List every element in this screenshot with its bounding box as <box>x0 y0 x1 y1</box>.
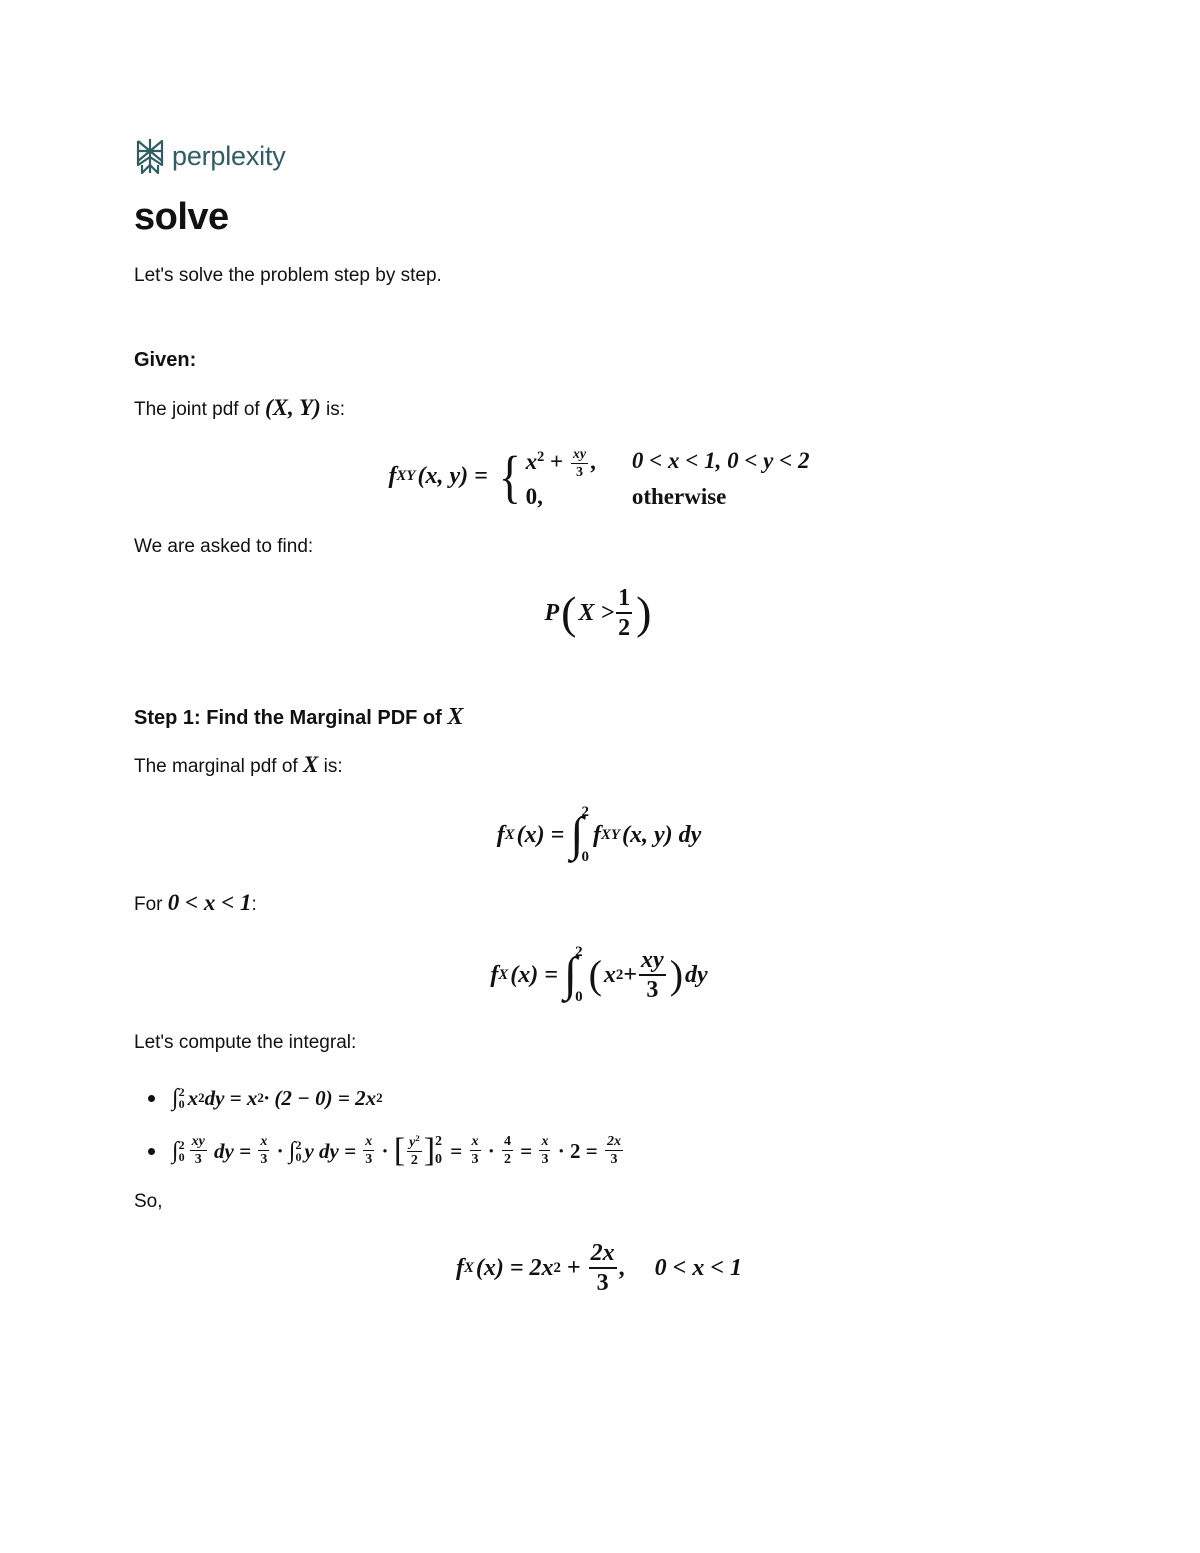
prob-p: P <box>544 599 560 626</box>
brand-name: perplexity <box>172 140 286 171</box>
eq1-lhs-f: f <box>496 821 505 848</box>
prob-x-gt: X > <box>578 599 615 626</box>
eq2-num: xy <box>639 948 666 976</box>
case2-condition: otherwise <box>631 483 727 509</box>
b2-x3-den: 3 <box>260 1152 268 1167</box>
b2-br-upper: 2 <box>435 1134 443 1149</box>
eq1-int-upper: 2 <box>581 804 589 820</box>
b2-ydy: y dy = <box>304 1138 362 1163</box>
cases-table <box>526 441 810 513</box>
marginal-text-before: The marginal pdf of <box>134 756 303 777</box>
eq2-den: 3 <box>646 977 659 1003</box>
eq2-x: x <box>603 961 616 988</box>
eq1-lhs-sub: X <box>504 826 515 843</box>
list-item <box>134 1123 1034 1179</box>
eq1-rhs-f: f <box>592 821 601 848</box>
case1-sq: 2 <box>537 449 545 466</box>
perplexity-logo <box>134 136 286 176</box>
marginal-var: X <box>302 752 319 777</box>
eq3-den: 3 <box>596 1270 609 1296</box>
b1-sq2: 2 <box>257 1090 264 1105</box>
eq3-num: 2x <box>589 1241 617 1269</box>
eq2-lhs-sub: X <box>498 966 509 983</box>
document-page <box>134 0 1074 1553</box>
prob-den: 2 <box>618 615 631 641</box>
eq2-fraction <box>639 948 666 1002</box>
eq3-lhs-sub: X <box>463 1259 474 1276</box>
step1-heading <box>134 704 463 731</box>
b2-x3b-num: x <box>365 1134 373 1149</box>
eq1-rhs-sub: XY <box>600 826 620 843</box>
eq2-lhs-arg: (x) = <box>510 961 558 988</box>
eq3-comma: , <box>618 1254 625 1281</box>
b2-dy: dy = <box>208 1138 257 1163</box>
given-text-before: The joint pdf of <box>134 399 265 420</box>
eq1-int-lower: 0 <box>581 849 589 865</box>
given-math-xy: (X, Y) <box>264 395 321 420</box>
joint-pdf-equation <box>134 438 1064 516</box>
b2-42-den: 2 <box>504 1152 512 1167</box>
b2-x3c-num: x <box>471 1134 479 1149</box>
given-text <box>134 396 345 422</box>
b2-dot1: · <box>271 1138 289 1163</box>
eq2-plus: + <box>623 961 638 988</box>
marginal-equation <box>134 796 1064 874</box>
joint-pdf-lhs-args: (x, y) = <box>417 463 488 490</box>
right-paren-icon: ) <box>636 587 652 638</box>
b2-x3b-den: 3 <box>365 1152 373 1167</box>
case1-comma: , <box>590 449 596 475</box>
eq2-int-lower: 0 <box>575 989 583 1005</box>
compute-text: Let's compute the integral: <box>134 1032 357 1053</box>
joint-pdf-lhs-f: f <box>388 463 397 490</box>
eq2-int-upper: 2 <box>575 944 583 960</box>
b2-lower2: 0 <box>295 1150 302 1164</box>
integral-icon: ∫ <box>172 1084 179 1111</box>
perplexity-logo-icon <box>134 137 166 175</box>
b1-tail: · (2 − 0) = 2x <box>263 1085 377 1110</box>
eq1-rhs-arg: (x, y) dy <box>621 821 702 848</box>
b2-x3d-num: x <box>541 1134 549 1149</box>
left-paren-icon: ( <box>588 952 602 997</box>
b2-eq2: = <box>515 1138 538 1163</box>
case1-fraction <box>571 448 588 480</box>
b2-42-num: 4 <box>504 1134 512 1149</box>
joint-pdf-lhs-sub: XY <box>396 468 416 485</box>
eq3-fraction <box>589 1241 617 1295</box>
bullet-icon <box>148 1095 155 1102</box>
b2-br-lower: 0 <box>435 1152 443 1167</box>
marginal-integral-equation <box>134 936 1064 1014</box>
prob-num: 1 <box>616 586 632 614</box>
for-colon: : <box>251 894 257 915</box>
b2-y2-sq: 2 <box>415 1133 420 1144</box>
bullet-icon <box>148 1148 155 1155</box>
b2-dot3: · <box>482 1138 501 1163</box>
for-text: For <box>134 894 168 915</box>
for-cond: 0 < x < 1 <box>167 890 252 915</box>
integral-icon: ∫ <box>563 948 578 1001</box>
b2-upper2: 2 <box>295 1138 302 1152</box>
b2-lower: 0 <box>178 1150 185 1164</box>
eq2-integral <box>564 944 583 1006</box>
b2-x3-num: x <box>260 1134 268 1149</box>
integral-steps-list <box>134 1073 1034 1179</box>
given-text-after: is: <box>320 399 346 420</box>
marginal-text <box>134 753 343 779</box>
case1-plus: + <box>544 449 569 475</box>
case1-x: x <box>525 449 538 475</box>
list-item <box>134 1073 1034 1123</box>
integral-icon: ∫ <box>172 1137 179 1164</box>
b2-x3c-den: 3 <box>471 1152 479 1167</box>
b2-frac-den: 3 <box>194 1152 202 1167</box>
case1-num: xy <box>572 446 587 462</box>
target-probability <box>134 578 1064 648</box>
marginal-result-equation <box>134 1232 1064 1304</box>
left-brace-icon: { <box>498 443 521 509</box>
b2-dot2: · <box>376 1138 394 1163</box>
eq2-lhs-f: f <box>490 961 499 988</box>
left-paren-icon: ( <box>561 587 577 638</box>
eq3-cond: 0 < x < 1 <box>654 1254 743 1281</box>
find-text: We are asked to find: <box>134 536 314 557</box>
b2-res-den: 3 <box>610 1152 618 1167</box>
marginal-text-after: is: <box>318 756 343 777</box>
case-row-1 <box>526 441 810 481</box>
b2-frac-num: xy <box>191 1134 205 1149</box>
step1-heading-var: X <box>447 704 464 730</box>
given-heading: Given: <box>134 349 197 371</box>
b2-two: · 2 = <box>552 1138 603 1163</box>
b1-sq1: 2 <box>198 1090 205 1105</box>
b2-res-num: 2x <box>606 1134 621 1149</box>
eq1-integral <box>570 804 589 866</box>
b2-x3d-den: 3 <box>541 1152 549 1167</box>
b1-lower: 0 <box>178 1097 185 1111</box>
intro-text: Let's solve the problem step by step. <box>134 265 442 286</box>
integral-icon: ∫ <box>570 808 584 861</box>
right-paren-icon: ) <box>669 952 684 997</box>
case-row-2 <box>526 481 810 513</box>
left-bracket-icon: [ <box>393 1132 406 1169</box>
piecewise-cases <box>496 441 810 513</box>
right-bracket-icon: ] <box>423 1132 436 1169</box>
integral-icon: ∫ <box>288 1137 296 1164</box>
eq2-sq: 2 <box>615 966 624 983</box>
b1-x: x <box>187 1085 199 1110</box>
eq3-lhs-f: f <box>455 1254 464 1281</box>
for-condition-text <box>134 891 257 917</box>
eq2-dy: dy <box>685 961 708 988</box>
b2-y2-num: y <box>409 1134 416 1150</box>
case1-condition: 0 < x < 1, 0 < y < 2 <box>631 447 810 473</box>
b2-y2-den: 2 <box>410 1152 418 1168</box>
eq3-lhs-arg: (x) = 2x <box>475 1254 554 1281</box>
page-title: solve <box>134 196 229 238</box>
case1-den: 3 <box>576 464 583 480</box>
b2-upper: 2 <box>178 1138 185 1152</box>
eq1-lhs-arg: (x) = <box>516 821 565 848</box>
so-text: So, <box>134 1191 163 1212</box>
case2-expr: 0, <box>525 483 543 509</box>
prob-fraction <box>616 586 632 640</box>
b1-upper: 2 <box>178 1085 185 1099</box>
b1-rest: dy = x <box>204 1085 258 1110</box>
eq3-sq: 2 <box>553 1259 561 1276</box>
b2-eq1: = <box>445 1138 468 1163</box>
step1-heading-text: Step 1: Find the Marginal PDF of <box>134 707 448 729</box>
eq3-plus: + <box>560 1254 587 1281</box>
b1-sq3: 2 <box>376 1090 383 1105</box>
